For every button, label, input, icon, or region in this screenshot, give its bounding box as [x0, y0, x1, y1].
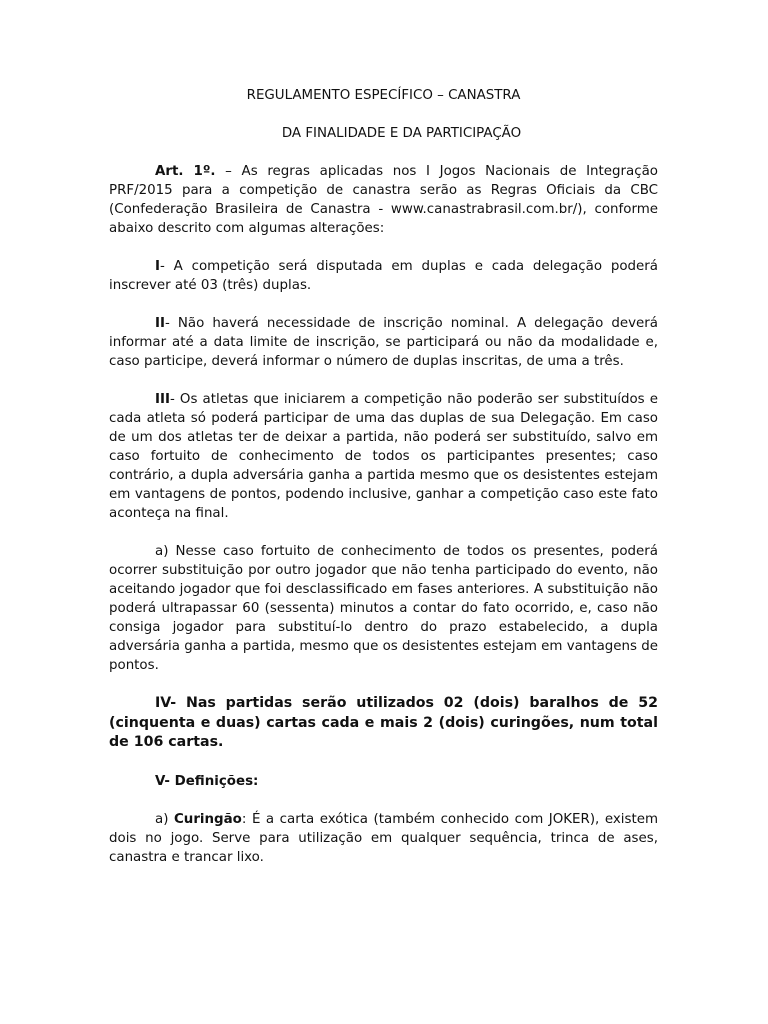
item-1-paragraph: [109, 257, 658, 295]
item-2-text: - Não haverá necessidade de inscrição nominal. A delegação deverá informar até a data limite de inscrição, se participará ou não da modalidade e, caso participe, deverá informar o número de duplas inscritas, de uma a três.: [109, 316, 658, 369]
item-5a-prefix: a): [155, 811, 174, 827]
item-5-label: V: [155, 773, 165, 789]
section-subtitle: DA FINALIDADE E DA PARTICIPAÇÃO: [281, 126, 522, 141]
item-2-label: II: [155, 316, 165, 331]
item-3a-paragraph: [109, 542, 658, 675]
item-3a-text: a) Nesse caso fortuito de conhecimento de todos os presentes, poderá ocorrer substituição por outro jogador que não tenha participado do evento, não aceitando jogador que foi desclassificado em fases anteriores. A substituição não poderá ultrapassar 60 (sessenta) minutos a contar do fato ocorrido, e, caso não consiga jogador para substituí-lo dentro do prazo estabelecido, a dupla adversária ganha a partida, mesmo que os desistentes estejam em vantagens de pontos.: [109, 544, 658, 673]
item-3-text: - Os atletas que iniciarem a competição não poderão ser substituídos e cada atleta só poderá participar de uma das duplas de sua Delegação. Em caso de um dos atletas ter de deixar a partida, não poderá ser substituído, salvo em caso fortuito de conhecimento de todos os participantes presentes; caso contrário, a dupla adversária ganha a partida mesmo que os desistentes estejam em vantagens de pontos, podendo inclusive, ganhar a competição caso este fato aconteça na final.: [109, 392, 658, 521]
item-4-text: - Nas partidas serão utilizados 02 (dois) baralhos de 52 (cinquenta e duas) cartas cada e mais 2 (dois) curingões, num total de 106 cartas.: [109, 695, 658, 750]
document-page: [109, 86, 658, 886]
article-1-paragraph: [109, 162, 658, 238]
item-4-label: IV: [155, 695, 171, 711]
item-4-paragraph: [109, 694, 658, 753]
item-5a-text: : É a carta exótica (também conhecido com JOKER), existem dois no jogo. Serve para utilização em qualquer sequência, trinca de ases, canastra e trancar lixo.: [109, 811, 658, 865]
item-5a-paragraph: [109, 810, 658, 867]
item-3-label: III: [155, 392, 170, 407]
item-1-text: - A competição será disputada em duplas e cada delegação poderá inscrever até 03 (três) duplas.: [109, 259, 658, 293]
article-1-text: – As regras aplicadas nos I Jogos Nacionais de Integração PRF/2015 para a competição de canastra serão as Regras Oficiais da CBC (Confederação Brasileira de Canastra - www.canastrabrasil.com.br/), conforme abaixo descrito com algumas alterações:: [109, 164, 659, 236]
item-1-label: I: [155, 259, 160, 274]
item-5a-term: Curingão: [173, 811, 242, 827]
item-2-paragraph: [109, 314, 658, 371]
item-3-paragraph: [109, 390, 658, 523]
article-1-label: Art. 1º.: [155, 164, 216, 179]
item-5-text: - Definições:: [164, 773, 259, 789]
item-5-paragraph: [109, 772, 658, 791]
document-title: REGULAMENTO ESPECÍFICO – CANASTRA: [246, 88, 521, 103]
